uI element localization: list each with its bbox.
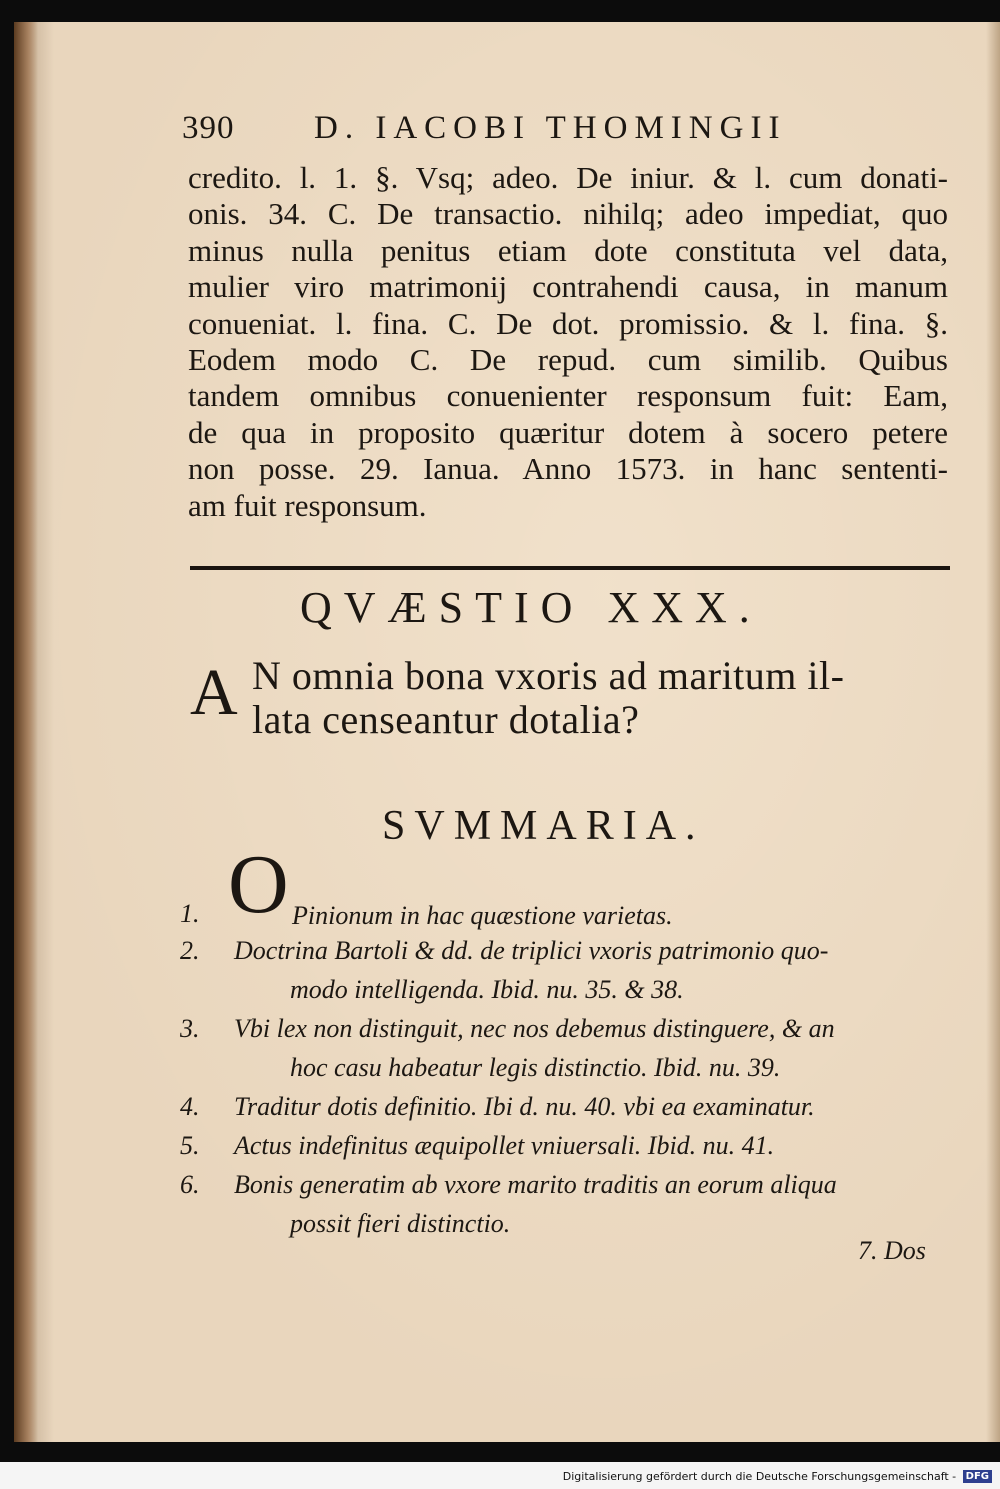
item-number: 2. xyxy=(180,936,200,965)
dfg-logo-icon: DFG xyxy=(963,1470,992,1483)
body-line: conueniat. l. fina. C. De dot. promissio. & l. fina. §. xyxy=(188,305,948,341)
running-head-title: D. IACOBI THOMINGII xyxy=(314,110,787,146)
item-number: 1. xyxy=(180,899,200,928)
item-text: Doctrina Bartoli & dd. de triplici vxoris patrimonio quo- xyxy=(234,936,829,965)
list-item xyxy=(180,1165,950,1243)
catchword: 7. Dos xyxy=(858,1236,926,1265)
body-line: minus nulla penitus etiam dote constituta vel data, xyxy=(188,232,948,268)
page-edge xyxy=(986,22,1000,1442)
item-text: Vbi lex non distinguit, nec nos debemus distinguere, & an xyxy=(234,1014,835,1043)
list-item xyxy=(180,1087,950,1126)
list-item xyxy=(180,1126,950,1165)
question-line-1: N omnia bona vxoris ad maritum il- xyxy=(252,653,845,698)
drop-cap: A xyxy=(190,656,238,729)
drop-cap: O xyxy=(228,838,289,931)
body-paragraph xyxy=(188,160,948,524)
item-text: Bonis generatim ab vxore marito traditis an eorum aliqua xyxy=(234,1170,837,1199)
funding-credit xyxy=(563,1470,992,1484)
item-text-cont: hoc casu habeatur legis distinctio. Ibid. nu. 39. xyxy=(290,1053,781,1082)
credit-text: Digitalisierung gefördert durch die Deutsche Forschungsgemeinschaft - xyxy=(562,1469,957,1483)
body-line: Eodem modo C. De repud. cum similib. Quibus xyxy=(188,342,948,378)
item-text-cont: modo intelligenda. Ibid. nu. 35. & 38. xyxy=(290,975,684,1004)
list-item xyxy=(180,838,950,931)
item-text: Traditur dotis definitio. Ibi d. nu. 40. vbi ea examinatur. xyxy=(234,1092,815,1121)
item-number: 3. xyxy=(180,1014,200,1043)
body-line: tandem omnibus conuenienter responsum fuit: Eam, xyxy=(188,378,948,414)
summaria-title: SVMMARIA. xyxy=(382,803,705,849)
summaria-list xyxy=(180,838,950,1243)
item-number: 4. xyxy=(180,1092,200,1121)
section-divider xyxy=(190,566,950,570)
body-line: mulier viro matrimonij contrahendi causa, in manum xyxy=(188,269,948,305)
body-line: non posse. 29. Ianua. Anno 1573. in hanc sententi- xyxy=(188,451,948,487)
page-number: 390 xyxy=(182,110,235,146)
item-number: 5. xyxy=(180,1131,200,1160)
body-line: de qua in proposito quæritur dotem à socero petere xyxy=(188,414,948,450)
body-line: credito. l. 1. §. Vsq; adeo. De iniur. & l. cum donati- xyxy=(188,160,948,195)
book-gutter xyxy=(14,22,38,1442)
list-item xyxy=(180,1009,950,1087)
item-text: Pinionum in hac quæstione varietas. xyxy=(292,901,673,930)
item-text-cont: possit fieri distinctio. xyxy=(290,1209,511,1238)
question-title: QVÆSTIO XXX. xyxy=(300,583,762,632)
item-text: Actus indefinitus æquipollet vniuersali. Ibid. nu. 41. xyxy=(234,1131,775,1160)
item-number: 6. xyxy=(180,1170,200,1199)
body-line: am fuit responsum. xyxy=(188,487,427,523)
body-line: onis. 34. C. De transactio. nihilq; adeo impediat, quo xyxy=(188,196,948,232)
running-header xyxy=(182,110,948,150)
question-line-2: lata censeantur dotalia? xyxy=(252,697,640,742)
list-item xyxy=(180,931,950,1009)
